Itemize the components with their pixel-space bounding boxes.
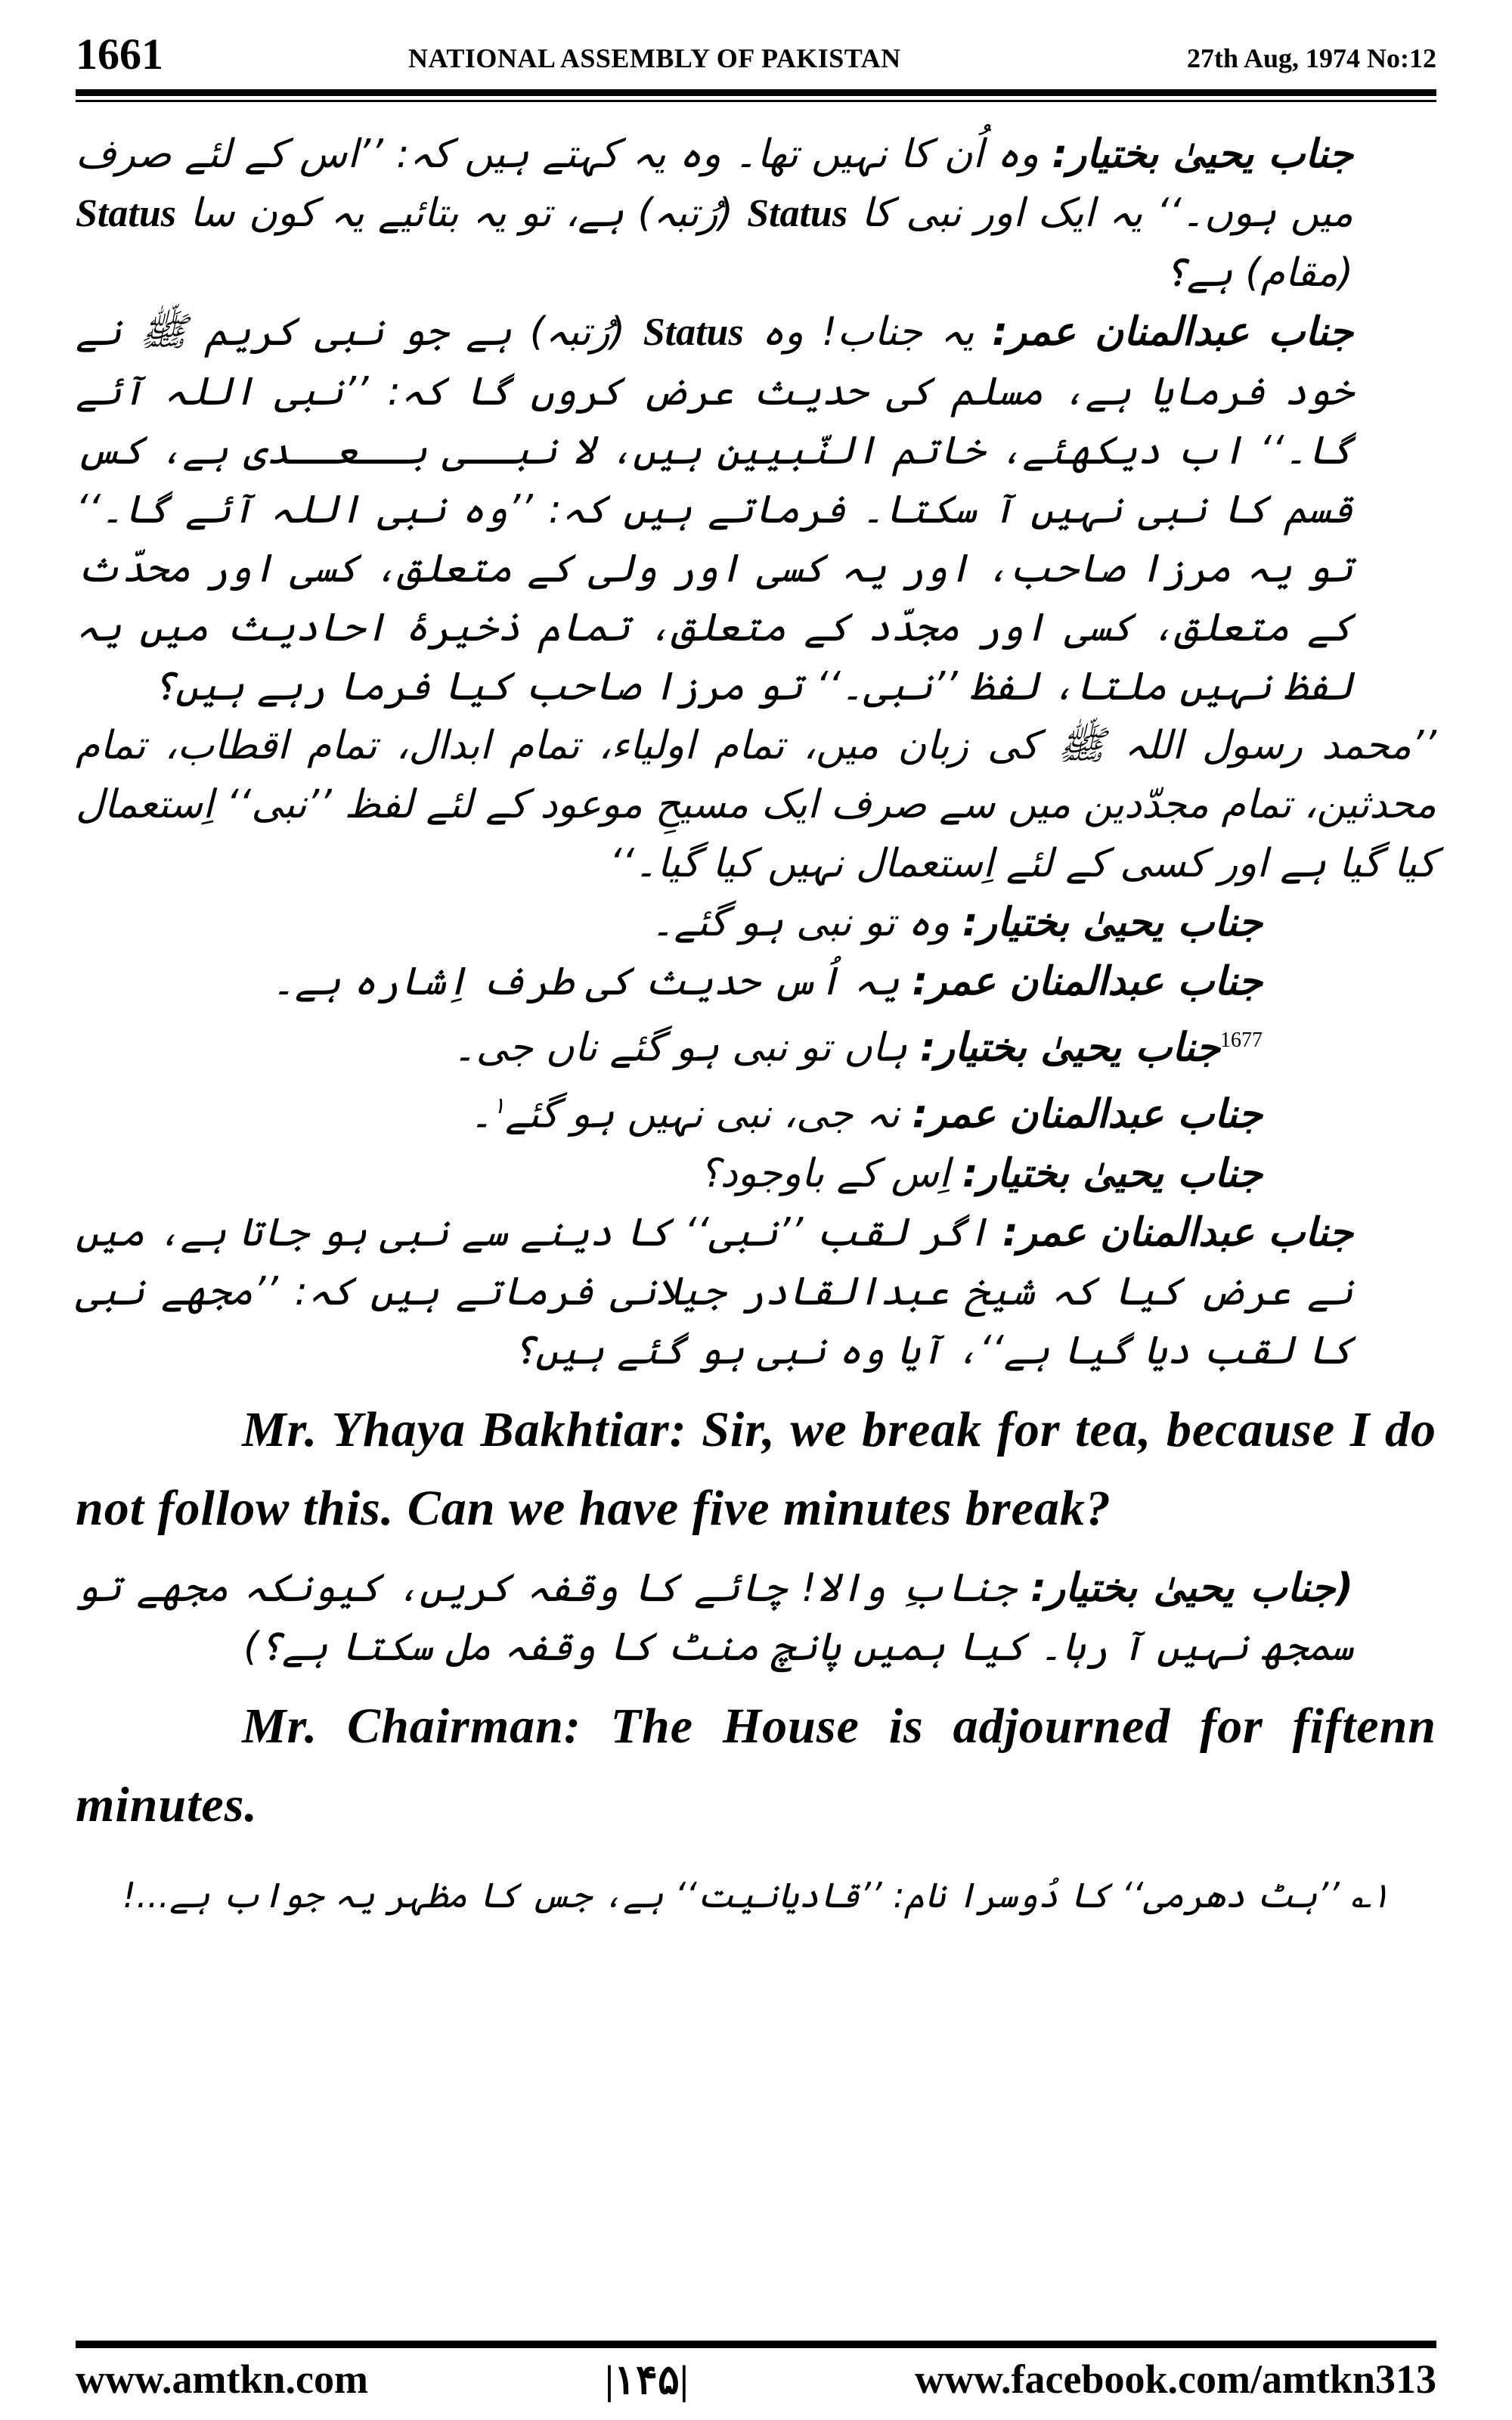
- paragraph-text: (مقام) ہے؟: [1163, 250, 1353, 296]
- page-header: [76, 29, 1436, 82]
- english-paragraph-1: Mr. Yhaya Bakhtiar: Sir, we break for tea, because I do not follow this. Can we have five minutes break?: [76, 1401, 1436, 1536]
- paragraph-text: وہ تو نبی ہو گئے۔: [651, 900, 962, 945]
- paragraph-text: ’’محمد رسول اللہ ﷺ کی زبان میں، تمام اولیاء، تمام ابدال، تمام اقطاب، تمام محدثین، تمام مجدّدین میں سے صرف ایک مسیحِ موعود کے لئے لفظ ’’نبی‘‘ اِستعمال کیا گیا ہے اور کسی کے لئے اِستعمال نہیں کیا گیا۔‘‘: [76, 723, 1436, 886]
- quotation-paragraph: [76, 716, 1436, 893]
- page-body: [76, 125, 1436, 1950]
- page-number: 1661: [76, 29, 163, 79]
- paragraph-10: [76, 1559, 1436, 1677]
- original-page-reference: 1677: [1220, 1028, 1263, 1052]
- paragraph-text: اگر لقب ’’نبی‘‘ کا دینے سے نبی ہو جاتا ہے، میں نے عرض کیا کہ شیخ عبدالقادر جیلانی فرماتے ہیں کہ: ’’مجھے نبی کا لقب دیا گیا ہے‘‘، آیا وہ نبی ہو گئے ہیں؟: [76, 1209, 1353, 1373]
- website-link[interactable]: www.amtkn.com: [76, 2356, 368, 2402]
- spacer: [76, 1380, 1436, 1391]
- paragraph-text: وہ اُن کا نہیں تھا۔ وہ یہ کہتے ہیں کہ: ’’اس کے لئے صرف میں ہوں۔‘‘ یہ ایک اور نبی کا: [76, 132, 1353, 236]
- paragraph-text: (رُتبہ) ہے جو نبی کریم ﷺ نے خود فرمایا ہے، مسلم کی حدیث عرض کروں گا کہ: ’’نبی اللہ آئے گا۔‘‘ اب دیکھئے، خاتم النّبیین ہیں، لا نبــی بــعــدی ہے، کس قسم کا نبی نہیں آ سکتا۔ فرماتے ہیں کہ: ’’وہ نبی اللہ آئے گا۔‘‘ تو یہ مرزا صاحب، اور یہ کسی اور ولی کے متعلق، کسی اور محدّث کے متعلق، کسی اور مجدّد کے متعلق، تمام ذخیرۂ احادیث میں یہ لفظ نہیں ملتا، لفظ ’’نبی۔‘‘ تو مرزا صاحب کیا فرما رہے ہیں؟: [76, 309, 1353, 709]
- header-date: 27th Aug, 1974 No:12: [1186, 43, 1436, 73]
- paragraph-2: [76, 302, 1436, 716]
- header-rule-thin: [76, 100, 1436, 102]
- footnote: ۱؎ ’’ہٹ دھرمی‘‘ کا دُوسرا نام: ’’قادیانیت‘‘ ہے، جس کا مظہر یہ جواب ہے...!: [122, 1874, 1390, 1916]
- header-title: NATIONAL ASSEMBLY OF PAKISTAN: [408, 43, 901, 73]
- paragraph-text: یہ اُس حدیث کی طرف اِشارہ ہے۔: [271, 959, 912, 1004]
- paragraph-text: یہ جناب! وہ: [743, 309, 993, 355]
- spacer: [76, 1548, 1436, 1559]
- speaker-label: جناب عبدالمنان عمر:: [992, 309, 1353, 355]
- english-term: Status: [643, 311, 744, 354]
- speaker-label: (جناب یحییٰ بختیار:: [1030, 1565, 1353, 1611]
- speaker-label: جناب یحییٰ بختیار:: [919, 1025, 1220, 1071]
- paragraph-text: (رُتبہ) ہے، تو یہ بتائیے یہ کون سا: [175, 191, 748, 236]
- paragraph-text: ۔: [469, 1091, 493, 1137]
- facebook-link[interactable]: www.facebook.com/amtkn313: [915, 2356, 1436, 2402]
- speaker-label: جناب عبدالمنان عمر:: [912, 1091, 1263, 1137]
- english-term: Status: [76, 192, 176, 235]
- spacer: [76, 1677, 1436, 1687]
- paragraph-1: [76, 125, 1436, 302]
- book-page-number: |۱۴۵|: [605, 2357, 689, 2403]
- paragraph-text: اِس کے باوجود؟: [699, 1150, 962, 1196]
- paragraph-6: [76, 1011, 1436, 1077]
- paragraph-text: جنابِ والا! چائے کا وقفہ کریں، کیونکہ مجھے تو سمجھ نہیں آ رہا۔ کیا ہمیں پانچ منٹ کا وقفہ مل سکتا ہے؟): [76, 1565, 1353, 1670]
- english-term: Status: [747, 192, 848, 235]
- paragraph-9: [76, 1203, 1436, 1380]
- speaker-label: جناب عبدالمنان عمر:: [912, 959, 1263, 1004]
- speaker-label: جناب عبدالمنان عمر:: [1002, 1209, 1353, 1255]
- paragraph-text: ہاں تو نبی ہو گئے ناں جی۔: [453, 1025, 920, 1071]
- speaker-label: جناب یحییٰ بختیار:: [962, 1150, 1263, 1196]
- paragraph-8: [76, 1144, 1436, 1203]
- paragraph-4: [76, 893, 1436, 952]
- paragraph-text: نہ جی، نبی نہیں ہو گئے: [505, 1091, 912, 1137]
- footnote-marker: ۱: [493, 1093, 506, 1120]
- footer-rule: [76, 2341, 1436, 2348]
- speaker-label: جناب یحییٰ بختیار:: [962, 900, 1263, 945]
- speaker-label: جناب یحییٰ بختیار:: [1052, 132, 1353, 177]
- english-paragraph-2: Mr. Chairman: The House is adjourned for fiftenn minutes.: [76, 1698, 1436, 1832]
- paragraph-7: [76, 1077, 1436, 1143]
- page-footer: [76, 2356, 1436, 2409]
- header-rule-thick: [76, 89, 1436, 96]
- paragraph-5: [76, 952, 1436, 1011]
